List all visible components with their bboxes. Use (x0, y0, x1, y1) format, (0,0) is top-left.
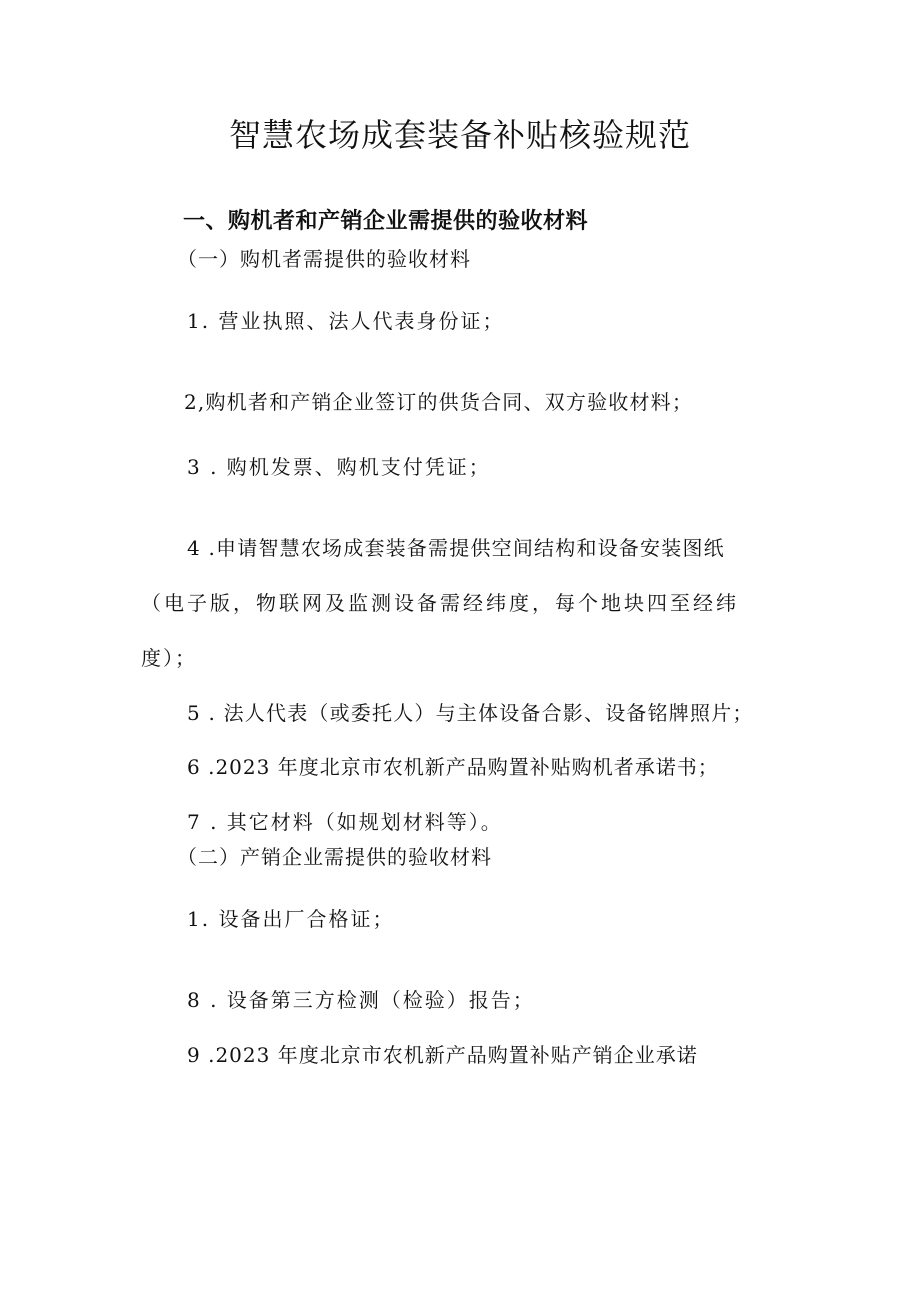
document-title: 智慧农场成套装备补贴核验规范 (228, 116, 691, 154)
list-item: 3 . 购机发票、购机支付凭证； (187, 455, 491, 479)
list-item: 7 . 其它材料（如规划材料等）。 (187, 810, 503, 834)
list-item-continued: （电子版，物联网及监测设备需经纬度，每个地块四至经纬 (141, 591, 739, 615)
list-item: 1. 营业执照、法人代表身份证； (187, 309, 505, 333)
subsection-heading-vendor: （二）产销企业需提供的验收材料 (177, 845, 492, 869)
section-heading: 一、购机者和产销企业需提供的验收材料 (183, 209, 589, 234)
subsection-heading-buyer: （一）购机者需提供的验收材料 (177, 247, 471, 271)
list-item: 6 .2023 年度北京市农机新产品购置补贴购机者承诺书； (187, 755, 719, 779)
list-item: 1. 设备出厂合格证； (187, 907, 395, 931)
list-item: 8 . 设备第三方检测（检验）报告； (187, 988, 535, 1012)
list-item: 4 .申请智慧农场成套装备需提供空间结构和设备安装图纸 (187, 536, 725, 560)
list-item: 5 . 法人代表（或委托人）与主体设备合影、设备铭牌照片； (187, 701, 754, 725)
list-item: 2,购机者和产销企业签订的供货合同、双方验收材料； (184, 390, 694, 414)
list-item-continued: 度）； (141, 646, 197, 670)
list-item: 9 .2023 年度北京市农机新产品购置补贴产销企业承诺 (187, 1043, 698, 1067)
